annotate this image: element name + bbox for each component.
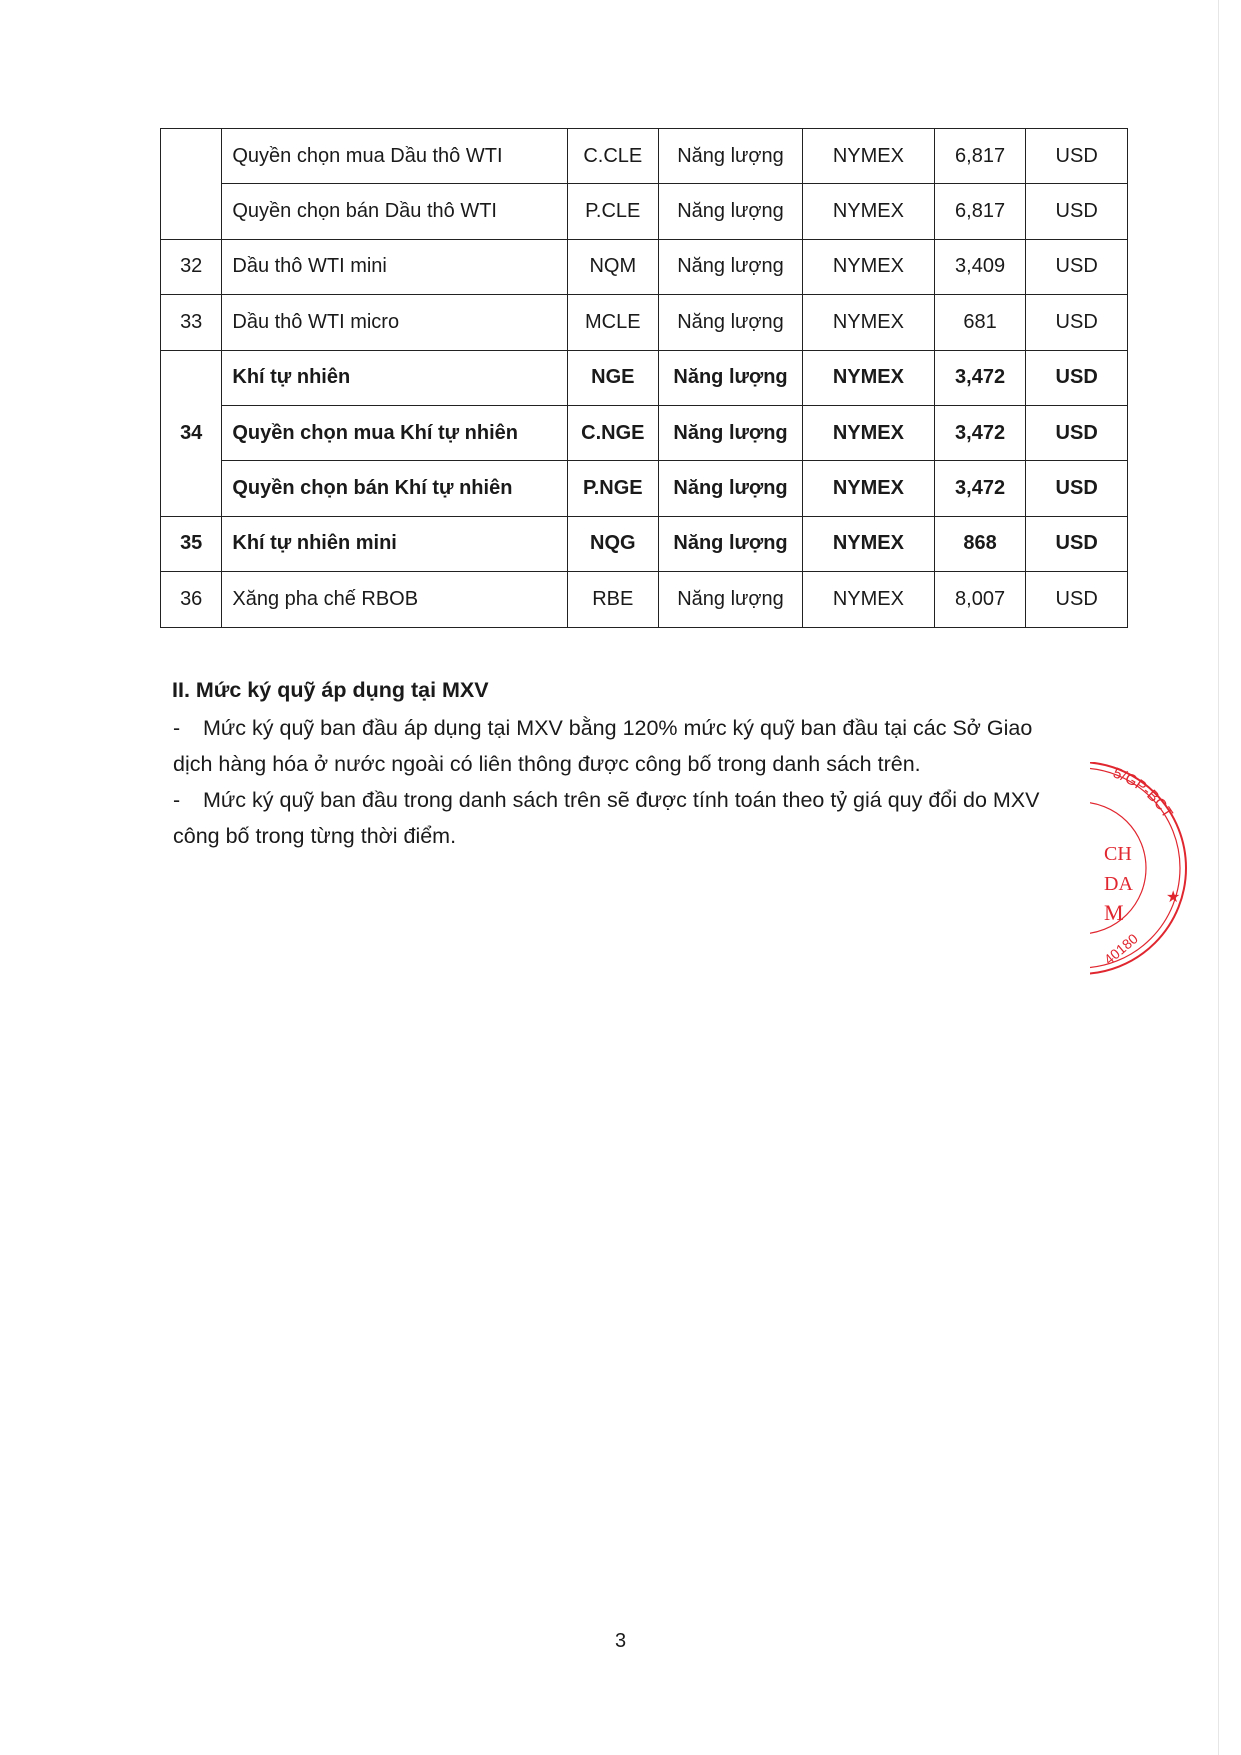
- currency-cell: USD: [1026, 516, 1128, 571]
- exchange-cell: NYMEX: [802, 295, 934, 350]
- table-row: [161, 572, 1128, 627]
- row-number-cell: [161, 129, 222, 240]
- margin-cell: 3,472: [934, 350, 1026, 405]
- exchange-cell: NYMEX: [802, 572, 934, 627]
- currency-cell: USD: [1026, 129, 1128, 184]
- paragraph: [173, 710, 1093, 782]
- margin-cell: 681: [934, 295, 1026, 350]
- paragraph-line: dịch hàng hóa ở nước ngoài có liên thông được công bố trong danh sách trên.: [173, 752, 921, 776]
- product-name-cell: Quyền chọn mua Khí tự nhiên: [222, 405, 567, 460]
- product-name-cell: Quyền chọn bán Khí tự nhiên: [222, 461, 567, 516]
- table-row: [161, 184, 1128, 239]
- company-seal-stamp: [1090, 762, 1200, 982]
- paragraph: [173, 782, 1093, 854]
- paragraph-line: công bố trong từng thời điểm.: [173, 824, 457, 848]
- paragraph-line: Mức ký quỹ ban đầu áp dụng tại MXV bằng 120% mức ký quỹ ban đầu tại các Sở Giao: [203, 716, 1033, 740]
- table-row: [161, 129, 1128, 184]
- product-group-cell: Năng lượng: [659, 516, 803, 571]
- table-row: [161, 405, 1128, 460]
- product-code-cell: MCLE: [567, 295, 659, 350]
- table-row: [161, 516, 1128, 571]
- margin-cell: 6,817: [934, 184, 1026, 239]
- product-group-cell: Năng lượng: [659, 572, 803, 627]
- product-group-cell: Năng lượng: [659, 184, 803, 239]
- exchange-cell: NYMEX: [802, 405, 934, 460]
- product-group-cell: Năng lượng: [659, 350, 803, 405]
- product-group-cell: Năng lượng: [659, 239, 803, 294]
- margin-section: [173, 672, 1093, 854]
- bullet-dash: -: [173, 716, 181, 740]
- margin-cell: 3,472: [934, 405, 1026, 460]
- currency-cell: USD: [1026, 461, 1128, 516]
- product-group-cell: Năng lượng: [659, 405, 803, 460]
- exchange-cell: NYMEX: [802, 239, 934, 294]
- product-name-cell: Quyền chọn mua Dầu thô WTI: [222, 129, 567, 184]
- table-row: [161, 350, 1128, 405]
- product-code-cell: P.CLE: [567, 184, 659, 239]
- product-code-cell: NQM: [567, 239, 659, 294]
- product-name-cell: Dầu thô WTI mini: [222, 239, 567, 294]
- margin-cell: 3,409: [934, 239, 1026, 294]
- product-group-cell: Năng lượng: [659, 129, 803, 184]
- row-number-cell: 34: [161, 350, 222, 516]
- page-number: 3: [614, 1630, 627, 1652]
- margin-cell: 6,817: [934, 129, 1026, 184]
- product-code-cell: NQG: [567, 516, 659, 571]
- paragraph-line: Mức ký quỹ ban đầu trong danh sách trên sẽ được tính toán theo tỷ giá quy đổi do MXV: [203, 788, 1040, 812]
- currency-cell: USD: [1026, 239, 1128, 294]
- product-name-cell: Khí tự nhiên: [222, 350, 567, 405]
- row-number-cell: 36: [161, 572, 222, 627]
- exchange-cell: NYMEX: [802, 129, 934, 184]
- product-group-cell: Năng lượng: [659, 461, 803, 516]
- seal-line: M: [1104, 900, 1124, 925]
- section-title: II. Mức ký quỹ áp dụng tại MXV: [172, 678, 489, 702]
- product-code-cell: RBE: [567, 572, 659, 627]
- table-row: [161, 239, 1128, 294]
- table-row: [161, 295, 1128, 350]
- seal-line: DA: [1104, 873, 1133, 895]
- margin-table: [160, 128, 1128, 628]
- margin-cell: 3,472: [934, 461, 1026, 516]
- row-number-cell: 32: [161, 239, 222, 294]
- page-edge: [1218, 0, 1219, 1755]
- seal-line: CH: [1104, 843, 1132, 865]
- product-name-cell: Khí tự nhiên mini: [222, 516, 567, 571]
- seal-star-icon: ★: [1166, 889, 1181, 906]
- margin-cell: 868: [934, 516, 1026, 571]
- product-code-cell: C.CLE: [567, 129, 659, 184]
- product-name-cell: Dầu thô WTI micro: [222, 295, 567, 350]
- currency-cell: USD: [1026, 405, 1128, 460]
- bullet-dash: -: [173, 788, 181, 812]
- exchange-cell: NYMEX: [802, 184, 934, 239]
- row-number-cell: 33: [161, 295, 222, 350]
- currency-cell: USD: [1026, 295, 1128, 350]
- exchange-cell: NYMEX: [802, 516, 934, 571]
- row-number-cell: 35: [161, 516, 222, 571]
- exchange-cell: NYMEX: [802, 461, 934, 516]
- product-name-cell: Xăng pha chế RBOB: [222, 572, 567, 627]
- product-group-cell: Năng lượng: [659, 295, 803, 350]
- product-name-cell: Quyền chọn bán Dầu thô WTI: [222, 184, 567, 239]
- seal-arc-text: 5/GP-BCT: [1110, 764, 1177, 822]
- seal-line: 40180: [1100, 930, 1141, 968]
- product-code-cell: P.NGE: [567, 461, 659, 516]
- exchange-cell: NYMEX: [802, 350, 934, 405]
- margin-cell: 8,007: [934, 572, 1026, 627]
- product-code-cell: C.NGE: [567, 405, 659, 460]
- currency-cell: USD: [1026, 572, 1128, 627]
- currency-cell: USD: [1026, 184, 1128, 239]
- seal-icon: [1090, 762, 1200, 982]
- currency-cell: USD: [1026, 350, 1128, 405]
- product-code-cell: NGE: [567, 350, 659, 405]
- table-row: [161, 461, 1128, 516]
